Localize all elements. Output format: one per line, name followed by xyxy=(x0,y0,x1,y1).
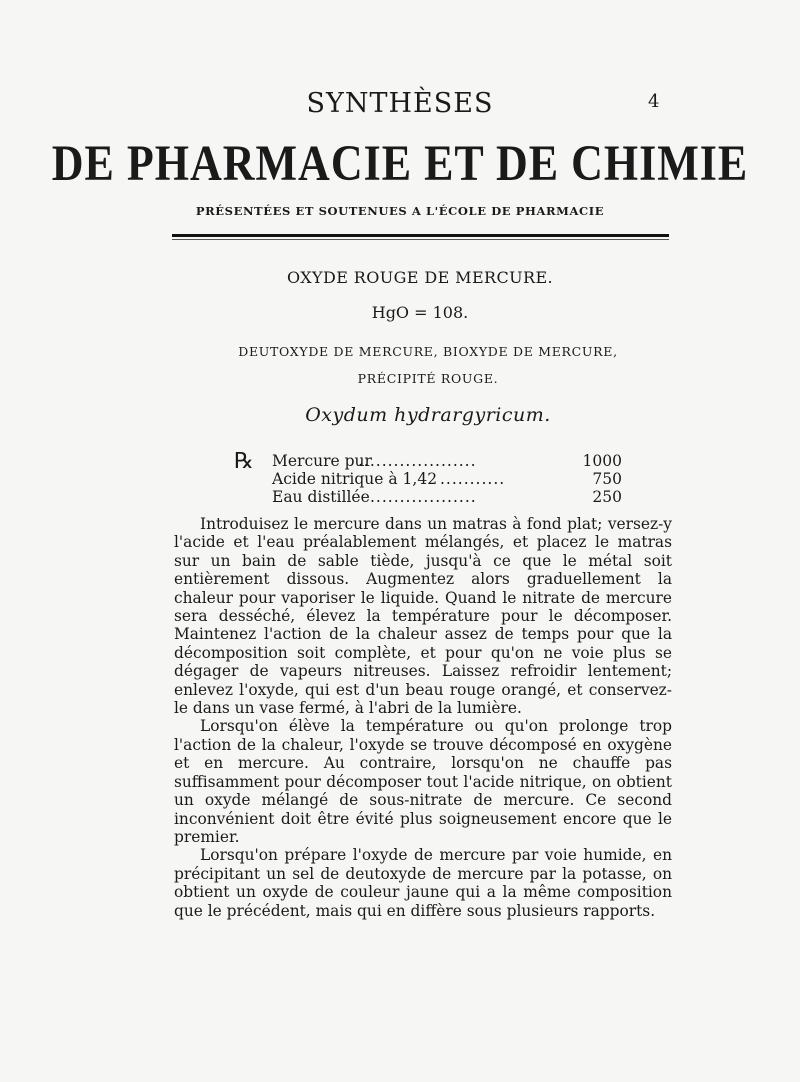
ingredient-amount: 750 xyxy=(592,470,622,488)
recipe-row xyxy=(272,488,622,508)
latin-name: Oxydum hydrargyricum. xyxy=(305,404,551,426)
synonyms-line1: DEUTOXYDE DE MERCURE, BIOXYDE DE MERCURE, xyxy=(238,344,618,359)
header-title-line2: DE PHARMACIE ET DE CHIMIE xyxy=(51,135,749,192)
page-number: 4 xyxy=(648,91,660,112)
ingredient-dots: .................... xyxy=(358,452,477,470)
ingredient-name: Acide nitrique à 1,42 xyxy=(272,470,438,488)
body-text xyxy=(174,515,672,920)
ingredient-dots: .................. xyxy=(370,488,477,506)
paragraph: Lorsqu'on prépare l'oxyde de mercure par voie humide, en précipitant un sel de deutoxyde de mercure par la potasse, on obtient un oxyde de couleur jaune qui a la même composition que le précédent, mais qui en diffère sous plusieurs rapports. xyxy=(174,846,672,920)
recipe-symbol: ℞ xyxy=(234,449,254,474)
recipe-row xyxy=(272,452,622,472)
section-title: OXYDE ROUGE DE MERCURE. xyxy=(286,268,554,287)
paragraph: Lorsqu'on élève la température ou qu'on prolonge trop l'action de la chaleur, l'oxyde se trouve décomposé en oxygène et en mercure. Au contraire, lorsqu'on ne chauffe pas suffisamment pour décomposer tout l'acide nitrique, on obtient un oxyde mélangé de sous-nitrate de mercure. Ce second inconvénient doit être évité plus soigneusement encore que le premier. xyxy=(174,717,672,846)
ingredient-name: Mercure pur xyxy=(272,452,372,470)
ingredient-name: Eau distillée xyxy=(272,488,370,506)
chemical-formula: HgO = 108. xyxy=(371,303,469,322)
paragraph: Introduisez le mercure dans un matras à fond plat; versez-y l'acide et l'eau préalablement mélangés, et placez le matras sur un bain de sable tiède, jusqu'à ce que le métal soit entièrement dissous. Augmentez alors graduellement la chaleur pour vaporiser le liquide. Quand le nitrate de mercure sera desséché, élevez la température pour le décomposer. Maintenez l'action de la chaleur assez de temps pour que la décomposition soit complète, et pour qu'on ne voie plus se dégager de vapeurs nitreuses. Laissez refroidir lentement; enlevez l'oxyde, qui est d'un beau rouge orangé, et conservez-le dans un vase fermé, à l'abri de la lumière. xyxy=(174,515,672,718)
synonyms-line2: PRÉCIPITÉ ROUGE. xyxy=(357,371,499,386)
header-rule xyxy=(172,234,669,237)
header-subtitle: PRÉSENTÉES ET SOUTENUES A L'ÉCOLE DE PHARMACIE xyxy=(195,204,605,218)
header-rule-thin xyxy=(172,239,669,240)
ingredient-amount: 1000 xyxy=(582,452,622,470)
recipe-row xyxy=(272,470,622,490)
ingredient-dots: ........... xyxy=(440,470,506,488)
header-title-line1: SYNTHÈSES xyxy=(306,88,494,119)
ingredient-amount: 250 xyxy=(592,488,622,506)
